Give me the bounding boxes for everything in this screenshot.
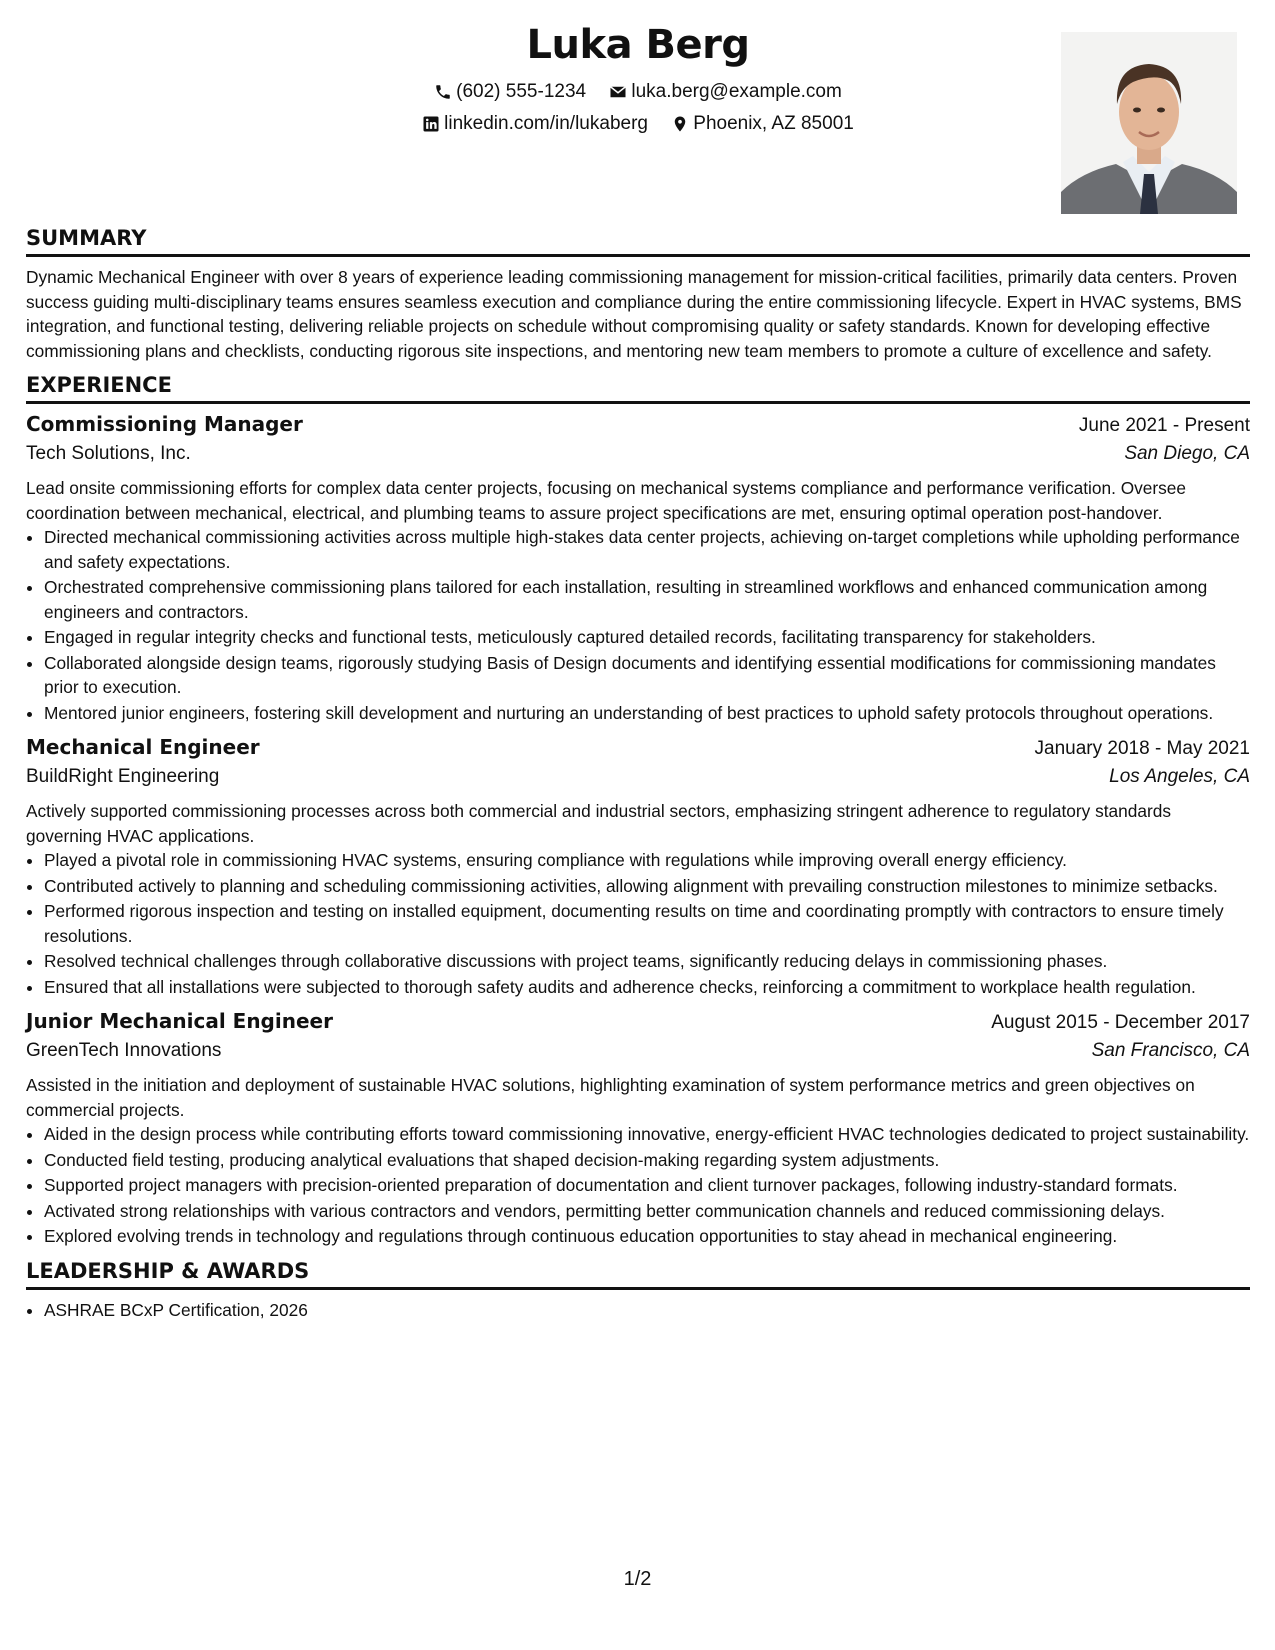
list-item: • Aided in the design process while contributing efforts toward commissioning innovative, energy-efficient HVAC technologies dedicated to project sustainability. xyxy=(44,1122,1250,1147)
contact-location xyxy=(671,113,854,135)
list-item: • Conducted field testing, producing analytical evaluations that shaped decision-making regarding system adjustments. xyxy=(44,1148,1250,1173)
list-item: • ASHRAE BCxP Certification, 2026 xyxy=(44,1298,1250,1323)
list-item: • Resolved technical challenges through collaborative discussions with project teams, significantly reducing delays in commissioning phases. xyxy=(44,949,1250,974)
linkedin-icon xyxy=(422,115,440,133)
experience-heading: EXPERIENCE xyxy=(26,373,1250,404)
job-location: San Diego, CA xyxy=(1124,443,1250,464)
resume-header xyxy=(26,0,1250,216)
summary-heading: SUMMARY xyxy=(26,226,1250,257)
leadership-list xyxy=(26,1298,1250,1323)
job-bullets xyxy=(26,1122,1250,1249)
job-location: Los Angeles, CA xyxy=(1109,766,1250,787)
job-description: Lead onsite commissioning efforts for complex data center projects, focusing on mechanical systems compliance and performance verification. Oversee coordination between mechanical, electrical, and plumbing teams to assure project specifications are met, ensuring optimal operation post-handover. xyxy=(26,478,1187,523)
page-number: 1/2 xyxy=(623,1568,652,1590)
portrait-image xyxy=(1061,32,1237,214)
job-location: San Francisco, CA xyxy=(1091,1040,1250,1061)
experience-section xyxy=(26,373,1250,1249)
candidate-name: Luka Berg xyxy=(526,22,750,68)
list-item: • Ensured that all installations were subjected to thorough safety audits and adherence checks, reinforcing a commitment to workplace health regulation. xyxy=(44,975,1250,1000)
job-company: BuildRight Engineering xyxy=(26,766,220,787)
linkedin-text: linkedin.com/in/lukaberg xyxy=(444,113,648,134)
job-title: Commissioning Manager xyxy=(26,412,303,436)
phone-text: (602) 555-1234 xyxy=(456,81,587,102)
list-item: • Contributed actively to planning and scheduling commissioning activities, allowing alignment with prevailing construction milestones to minimize setbacks. xyxy=(44,874,1250,899)
job-description: Assisted in the initiation and deployment of sustainable HVAC solutions, highlighting examination of system performance metrics and green objectives on commercial projects. xyxy=(26,1075,1195,1120)
phone-icon xyxy=(434,83,452,101)
contact-phone xyxy=(434,81,586,103)
leadership-heading: LEADERSHIP & AWARDS xyxy=(26,1259,1250,1290)
email-text: luka.berg@example.com xyxy=(631,81,842,102)
leadership-section xyxy=(26,1259,1250,1323)
contact-email[interactable] xyxy=(609,81,841,103)
summary-section xyxy=(26,226,1250,363)
job-company: GreenTech Innovations xyxy=(26,1040,222,1061)
envelope-icon xyxy=(609,83,627,101)
job-company: Tech Solutions, Inc. xyxy=(26,443,191,464)
job-bullets xyxy=(26,848,1250,999)
job-description: Actively supported commissioning processes across both commercial and industrial sectors, emphasizing stringent adherence to regulatory standards governing HVAC applications. xyxy=(26,801,1171,846)
list-item: • Explored evolving trends in technology and regulations through continuous education opportunities to stay ahead in mechanical engineering. xyxy=(44,1224,1250,1249)
job-entry xyxy=(26,735,1250,999)
job-dates: August 2015 - December 2017 xyxy=(991,1012,1250,1033)
job-title: Mechanical Engineer xyxy=(26,735,260,759)
list-item: • Collaborated alongside design teams, rigorously studying Basis of Design documents and identifying essential modifications for commissioning mandates prior to execution. xyxy=(44,651,1250,700)
job-dates: January 2018 - May 2021 xyxy=(1034,738,1250,759)
list-item: • Engaged in regular integrity checks and functional tests, meticulously captured detailed records, facilitating transparency for stakeholders. xyxy=(44,625,1250,650)
list-item: • Activated strong relationships with various contractors and vendors, permitting better communication channels and reduced commissioning delays. xyxy=(44,1199,1250,1224)
job-entry xyxy=(26,412,1250,725)
map-pin-icon xyxy=(671,115,689,133)
list-item: • Mentored junior engineers, fostering skill development and nurturing an understanding of best practices to uphold safety protocols throughout operations. xyxy=(44,701,1250,726)
list-item: • Performed rigorous inspection and testing on installed equipment, documenting results on time and coordinating promptly with contractors to ensure timely resolutions. xyxy=(44,899,1250,948)
job-bullets xyxy=(26,525,1250,725)
resume-page xyxy=(26,0,1250,1323)
summary-text: Dynamic Mechanical Engineer with over 8 years of experience leading commissioning management for mission-critical facilities, primarily data centers. Proven success guiding multi-disciplinary teams ensures seamless execution and compliance during the entire commissioning lifecycle. Expert in HVAC systems, BMS integration, and functional testing, delivering reliable projects on schedule without compromising quality or safety standards. Known for developing effective commissioning plans and checklists, conducting rigorous site inspections, and mentoring new team members to promote a culture of excellence and safety. xyxy=(26,267,1242,361)
job-title: Junior Mechanical Engineer xyxy=(26,1009,333,1033)
profile-photo xyxy=(1061,32,1237,214)
location-text: Phoenix, AZ 85001 xyxy=(693,113,854,134)
contact-linkedin[interactable] xyxy=(422,113,648,135)
list-item: • Orchestrated comprehensive commissioning plans tailored for each installation, resulting in streamlined workflows and enhanced communication among engineers and contractors. xyxy=(44,575,1250,624)
list-item: • Played a pivotal role in commissioning HVAC systems, ensuring compliance with regulations while improving overall energy efficiency. xyxy=(44,848,1250,873)
job-dates: June 2021 - Present xyxy=(1078,415,1250,436)
list-item: • Directed mechanical commissioning activities across multiple high-stakes data center projects, achieving on-target completions while upholding performance and safety expectations. xyxy=(44,525,1250,574)
job-entry xyxy=(26,1009,1250,1249)
list-item: • Supported project managers with precision-oriented preparation of documentation and client turnover packages, following industry-standard formats. xyxy=(44,1173,1250,1198)
